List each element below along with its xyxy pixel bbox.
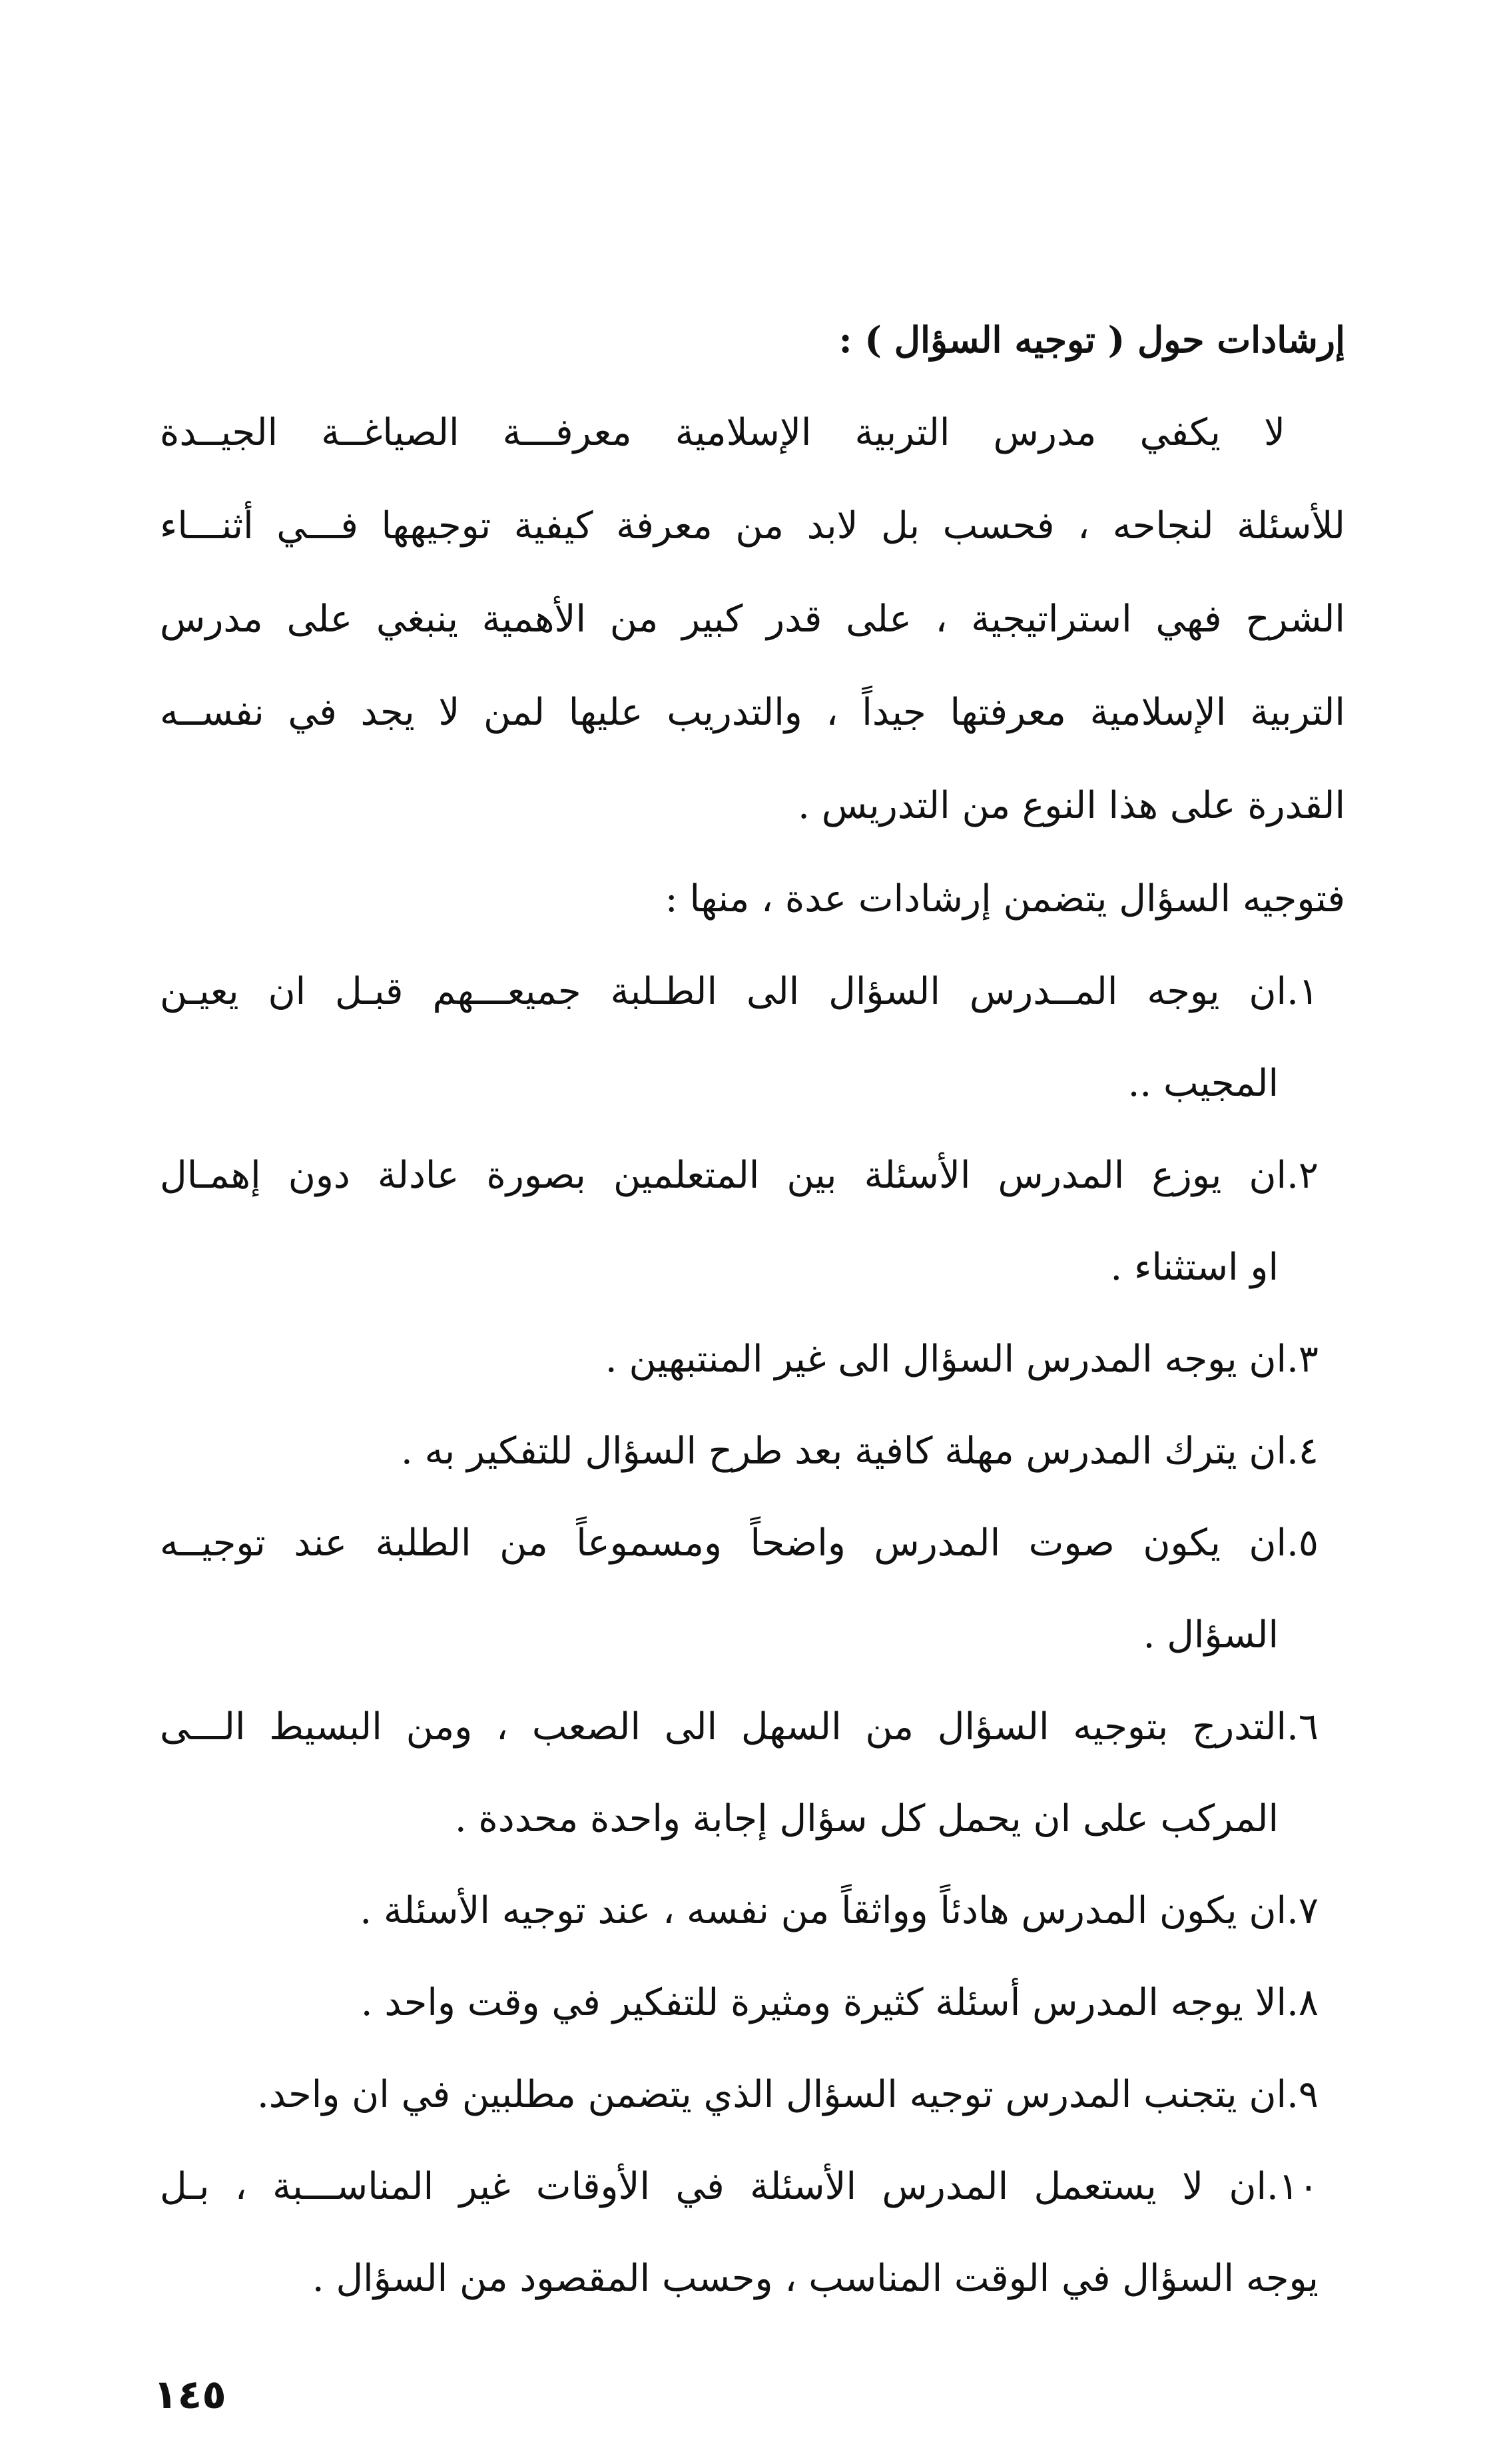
list-item-text: ان يوجه المدرس السؤال الى غير المنتبهين . bbox=[605, 1338, 1287, 1381]
page-number: ١٤٥ bbox=[153, 2371, 226, 2418]
guidelines-list bbox=[160, 946, 1345, 2325]
list-item-continuation: المركب على ان يحمل كل سؤال إجابة واحدة محددة . bbox=[454, 1797, 1279, 1841]
list-item-line bbox=[160, 946, 1345, 1038]
list-item bbox=[160, 1957, 1345, 2049]
list-item-text: ان يوزع المدرس الأسئلة بين المتعلمين بصورة عادلة دون إهمـال bbox=[160, 1154, 1287, 1197]
list-item-line bbox=[160, 2049, 1345, 2141]
list-item-number: ٩. bbox=[1287, 2073, 1319, 2116]
list-item-number: ٨. bbox=[1287, 1981, 1319, 2024]
list-intro: فتوجيه السؤال يتضمن إرشادات عدة ، منها : bbox=[665, 877, 1345, 921]
list-item-continuation: المجيب .. bbox=[1127, 1062, 1279, 1105]
list-item-number: ٧. bbox=[1287, 1889, 1319, 1932]
list-item-number: ١. bbox=[1287, 970, 1319, 1013]
page-body bbox=[160, 293, 1345, 2325]
list-item-line bbox=[160, 1957, 1345, 2049]
list-item-text: ان يتجنب المدرس توجيه السؤال الذي يتضمن مطلبين في ان واحد. bbox=[256, 2073, 1287, 2116]
list-item-text: ان لا يستعمل المدرس الأسئلة في الأوقات غير المناســـبة ، بـل bbox=[160, 2165, 1267, 2208]
list-item bbox=[160, 1681, 1345, 1865]
paragraph-line: الشرح فهي استراتيجية ، على قدر كبير من الأهمية ينبغي على مدرس bbox=[160, 598, 1345, 641]
paragraph-line: القدرة على هذا النوع من التدريس . bbox=[798, 784, 1345, 827]
list-item bbox=[160, 1865, 1345, 1957]
list-item bbox=[160, 946, 1345, 1130]
list-item-line bbox=[160, 1406, 1345, 1497]
list-item bbox=[160, 1497, 1345, 1681]
list-item-text: ان يكون المدرس هادئاً وواثقاً من نفسه ، عند توجيه الأسئلة . bbox=[360, 1889, 1287, 1932]
list-item-line bbox=[160, 1865, 1345, 1957]
list-item-line bbox=[160, 1314, 1345, 1406]
list-item-text: ان يكون صوت المدرس واضحاً ومسموعاً من الطلبة عند توجيــه bbox=[160, 1521, 1287, 1565]
paragraph-line: التربية الإسلامية معرفتها جيداً ، والتدريب عليها لمن لا يجد في نفســه bbox=[160, 691, 1345, 734]
list-item-text: ان يترك المدرس مهلة كافية بعد طرح السؤال للتفكير به . bbox=[400, 1430, 1287, 1473]
list-item-line bbox=[160, 1130, 1345, 1222]
list-item bbox=[160, 1314, 1345, 1406]
list-item-line bbox=[160, 1497, 1345, 1589]
list-item-number: ٤. bbox=[1287, 1430, 1319, 1473]
intro-paragraph bbox=[160, 386, 1345, 853]
list-item bbox=[160, 1406, 1345, 1497]
list-item-text: التدرج بتوجيه السؤال من السهل الى الصعب ، ومن البسيط الـــى bbox=[160, 1705, 1287, 1749]
list-item-continuation: السؤال . bbox=[1143, 1613, 1279, 1657]
list-item-number: ١٠. bbox=[1267, 2165, 1319, 2208]
list-item-line bbox=[160, 2141, 1345, 2233]
list-item-number: ٥. bbox=[1287, 1521, 1319, 1565]
list-item-number: ٦. bbox=[1287, 1705, 1319, 1749]
list-item bbox=[160, 2049, 1345, 2141]
list-item bbox=[160, 2141, 1345, 2325]
list-item-line bbox=[160, 1681, 1345, 1773]
list-item-continuation: يوجه السؤال في الوقت المناسب ، وحسب المقصود من السؤال . bbox=[312, 2257, 1319, 2300]
list-item-number: ٣. bbox=[1287, 1338, 1319, 1381]
list-item-number: ٢. bbox=[1287, 1154, 1319, 1197]
list-item bbox=[160, 1130, 1345, 1314]
list-item-text: الا يوجه المدرس أسئلة كثيرة ومثيرة للتفكير في وقت واحد . bbox=[360, 1981, 1287, 2024]
list-item-text: ان يوجه المــدرس السؤال الى الطـلبة جميعـــهم قبـل ان يعيـن bbox=[160, 970, 1287, 1013]
paragraph-line: للأسئلة لنجاحه ، فحسب بل لابد من معرفة كيفية توجيهها فـــي أثنـــاء bbox=[160, 504, 1345, 548]
list-item-continuation: او استثناء . bbox=[1110, 1246, 1279, 1289]
paragraph-line: لا يكفي مدرس التربية الإسلامية معرفـــة الصياغــة الجيــدة bbox=[160, 411, 1285, 454]
section-heading: إرشادات حول ( توجيه السؤال ) : bbox=[838, 318, 1345, 361]
